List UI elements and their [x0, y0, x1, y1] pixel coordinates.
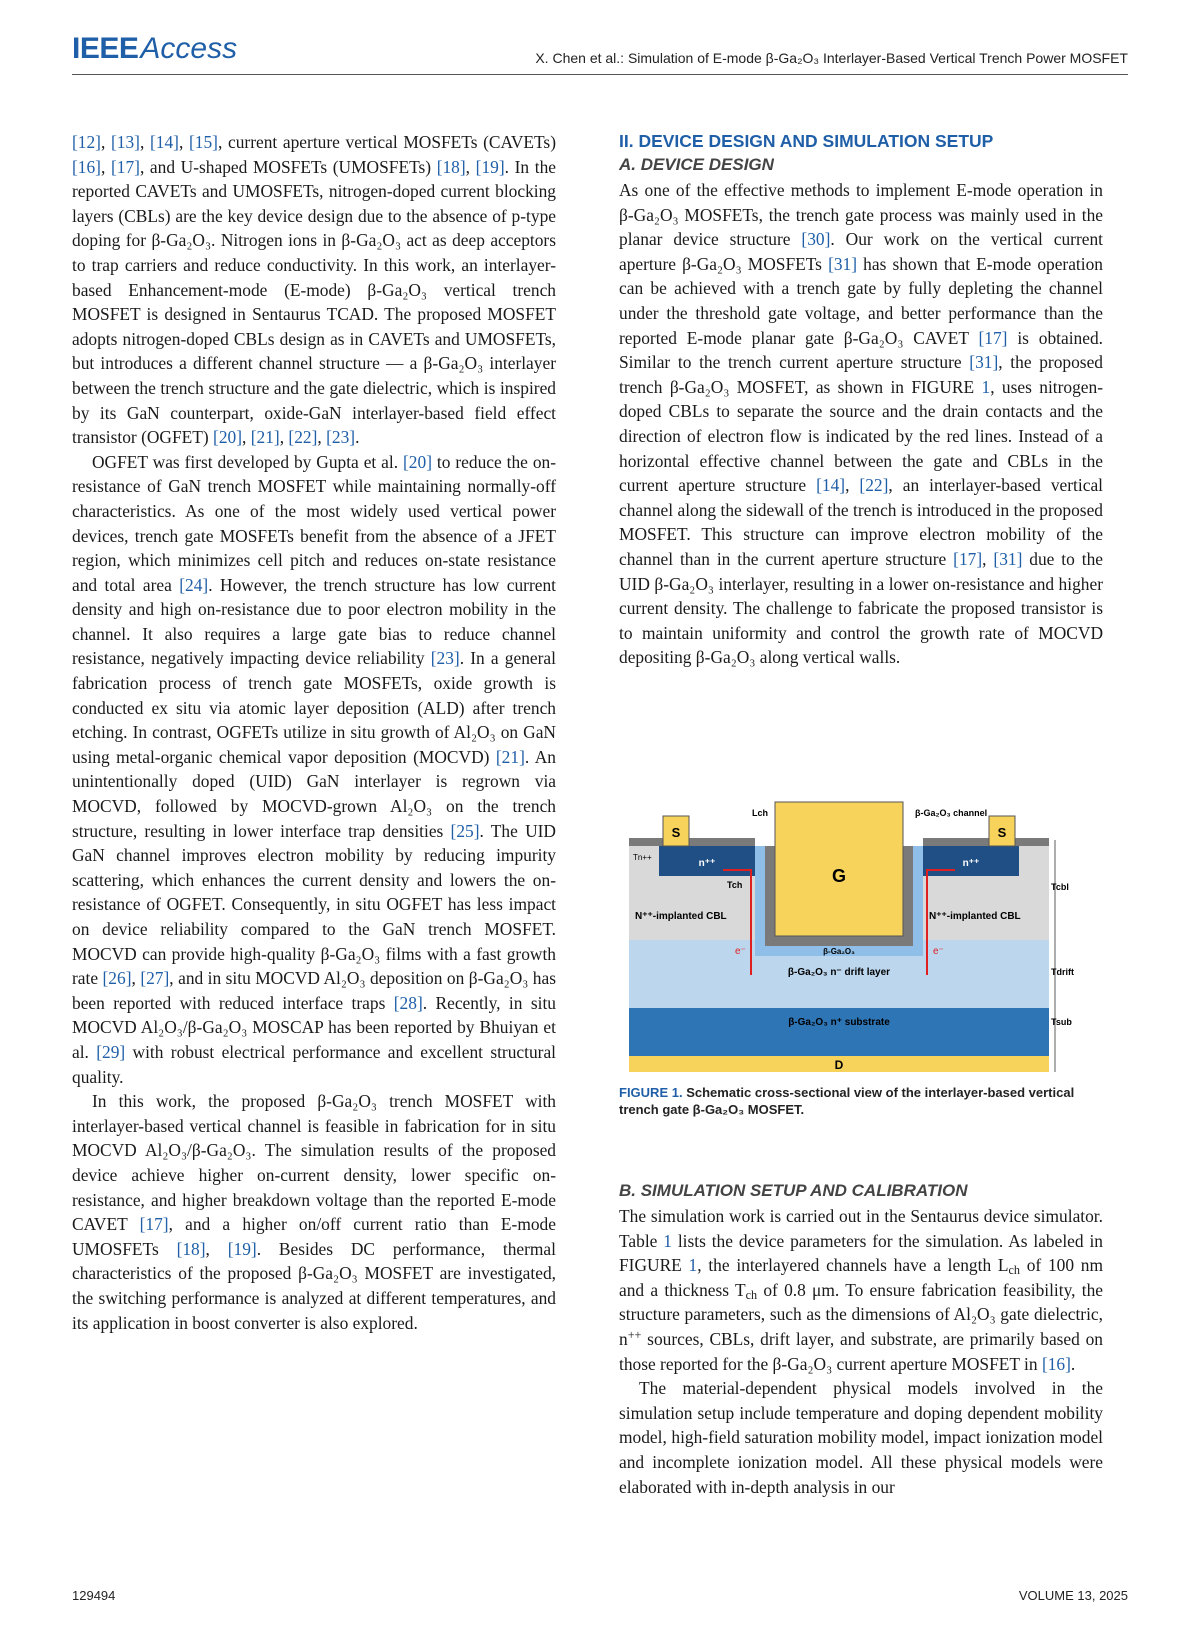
citation-link[interactable]: [24]	[179, 574, 209, 595]
body-text: In this work, the proposed β-Ga₂O₃ trench MOSFET with interlayer-based vertical channel is feasible in fabrication for in situ MOCVD Al₂O₃/β-Ga₂O₃. The simulation results of the proposed device achieve higher on-current density, lower specific on-resistance, and higher breakdown voltage than the reported E-mode CAVET	[72, 1091, 556, 1235]
page-number: 129494	[72, 1588, 116, 1603]
body-text: lists the device parameters for the simulation. As labeled in FIGURE	[619, 1230, 1103, 1276]
channel-interlayer-left	[755, 846, 765, 956]
citation-link[interactable]: [30]	[801, 229, 831, 250]
body-text: , and in situ MOCVD Al₂O₃ deposition on β-Ga₂O₃ has been reported with reduced interface traps	[72, 968, 556, 1013]
tch-label: Tch	[727, 880, 743, 890]
body-text: due to the UID β-Ga₂O₃ interlayer, resulting in a lower on-resistance and higher current density. The challenge to fabricate the proposed transistor is to maintain uniformity and control the growth rate of MOCVD depositing β-Ga₂O₃ along vertical walls.	[619, 548, 1103, 668]
source-label-right: S	[997, 825, 1007, 840]
paragraph-intro-cont: [12], [13], [14], [15], current aperture vertical MOSFETs (CAVETs) [16], [17], and U-shaped MOSFETs (UMOSFETs) [18], [19]. In the reported CAVETs and UMOSFETs, nitrogen-doped current blocking layers (CBLs) are the key device design due to the absence of p-type doping for β-Ga₂O₃. Nitrogen ions in β-Ga₂O₃ act as deep acceptors to trap carriers and reduce conductivity. In this work, an interlayer-based Enhancement-mode (E-mode) β-Ga₂O₃ vertical trench MOSFET is designed in Sentaurus TCAD. The proposed MOSFET adopts nitrogen-doped CBLs design as in CAVETs and UMOSFETs, but introduces a different channel structure — a β-Ga₂O₃ interlayer between the trench structure and the gate dielectric, which is inspired by its GaN counterpart, oxide-GaN interlayer-based field effect transistor (OGFET) [20], [21], [22], [23].	[72, 132, 556, 448]
citation-link[interactable]: [31]	[993, 548, 1023, 569]
body-text: . However, the trench structure has low current density and high on-resistance due to poor electron mobility in the channel. It also requires a large gate bias to reduce channel resistance, negatively impacting device reliability	[72, 574, 556, 669]
left-column	[72, 130, 556, 1335]
body-text: , uses nitrogen-doped CBLs to separate the source and the drain contacts and the direction of electron flow is indicated by the red lines. Instead of a horizontal effective channel between the gate and CBLs in the current aperture structure	[619, 376, 1103, 496]
header-divider	[72, 74, 1128, 75]
body-text: , an interlayer-based vertical channel along the sidewall of the trench is introduced in the proposed MOSFET. This structure can improve electron mobility of the channel than in the current aperture structure	[619, 475, 1103, 569]
top-oxide-right	[923, 838, 1049, 846]
body-text: with robust electrical performance and excellent structural quality.	[72, 1041, 556, 1087]
body-text: of 100 nm and a thickness T	[619, 1255, 1104, 1300]
citation-link[interactable]: [25]	[450, 820, 480, 841]
journal-logo	[72, 32, 237, 66]
citation-link[interactable]: [20]	[403, 451, 432, 472]
paragraph-physical-models: The material-dependent physical models involved in the simulation setup include temperature and doping dependent mobility model, high-field saturation mobility model, impact ionization model and incomplete ionization model. All these physical models were elaborated with in-depth analysis in our	[619, 1378, 1103, 1497]
paragraph-simulation	[619, 1204, 1103, 1376]
citation-link[interactable]: [14]	[150, 132, 179, 152]
figure-link[interactable]: 1	[981, 376, 991, 397]
electron-label-right: e⁻	[933, 946, 944, 957]
body-text: . Our work on the vertical current aperture β-Ga₂O₃ MOSFETs	[619, 229, 1103, 274]
device-cross-section-diagram	[619, 790, 1079, 1080]
right-column	[619, 130, 1103, 670]
body-text: . Besides DC performance, thermal characteristics of the proposed β-Ga₂O₃ MOSFET are investigated, the switching performance is analyzed at different temperatures, and its application in boost converter is also explored.	[72, 1238, 556, 1333]
figure-link[interactable]: 1	[688, 1255, 698, 1276]
citation-link[interactable]: [16]	[72, 156, 101, 177]
body-text: has shown that E-mode operation can be achieved with a trench gate by fully depleting the channel under the threshold gate voltage, and better performance than the reported E-mode planar gate β-Ga₂O₃ CAVET	[619, 253, 1103, 348]
citation-link[interactable]: [17]	[139, 1214, 169, 1235]
body-text: , and a higher on/off current ratio than E-mode UMOSFETs	[72, 1214, 556, 1259]
body-text: .	[355, 427, 360, 448]
substrate-label: β-Ga₂O₃ n⁺ substrate	[788, 1017, 890, 1028]
citation-link[interactable]: [18]	[436, 156, 466, 177]
body-text: .	[1070, 1353, 1076, 1374]
logo-access-text: Access	[140, 32, 238, 65]
citation-link[interactable]: [27]	[140, 968, 170, 989]
body-text: is obtained. Similar to the trench current aperture structure	[619, 327, 1104, 373]
logo-ieee-text: IEEE	[72, 32, 139, 65]
body-text: . Recently, in situ MOCVD Al₂O₃/β-Ga₂O₃ MOSCAP has been reported by Bhuiyan et al.	[72, 992, 556, 1062]
body-text: , current aperture vertical MOSFETs (CAVETs)	[217, 132, 556, 152]
citation-link[interactable]: [21]	[250, 427, 280, 448]
citation-link[interactable]: [23]	[326, 427, 356, 448]
citation-link[interactable]: [13]	[111, 132, 140, 152]
citation-link[interactable]: [19]	[227, 1238, 257, 1259]
citation-link[interactable]: [17]	[110, 156, 140, 177]
running-title: X. Chen et al.: Simulation of E-mode β-Ga₂O₃ Interlayer-Based Vertical Trench Power MOSFET	[535, 50, 1128, 66]
citation-link[interactable]: [16]	[1041, 1353, 1071, 1374]
figure-device-schematic	[619, 790, 1079, 1080]
paragraph-this-work: In this work, the proposed β-Ga₂O₃ trench MOSFET with interlayer-based vertical channel is feasible in fabrication for in situ MOCVD Al₂O₃/β-Ga₂O₃. The simulation results of the proposed device achieve higher on-current density, lower specific on-resistance, and higher breakdown voltage than the reported E-mode CAVET [17], and a higher on/off current ratio than E-mode UMOSFETs [18], [19]. Besides DC performance, thermal characteristics of the proposed β-Ga₂O₃ MOSFET are investigated, the switching performance is analyzed at different temperatures, and its application in boost converter is also explored.	[72, 1091, 556, 1333]
paragraph-device-design: As one of the effective methods to implement E-mode operation in β-Ga₂O₃ MOSFETs, the trench gate process was mainly used in the planar device structure [30]. Our work on the vertical current aperture β-Ga₂O₃ MOSFETs [31] has shown that E-mode operation can be achieved with a trench gate by fully depleting the channel under the threshold gate voltage, and better performance than the reported E-mode planar gate β-Ga₂O₃ CAVET [17] is obtained. Similar to the trench current aperture structure [31], the proposed trench β-Ga₂O₃ MOSFET, as shown in FIGURE 1, uses nitrogen-doped CBLs to separate the source and the drain contacts and the direction of electron flow is indicated by the red lines. Instead of a horizontal effective channel between the gate and CBLs in the current aperture structure [14], [22], an interlayer-based vertical channel along the sidewall of the trench is introduced in the proposed MOSFET. This structure can improve electron mobility of the channel than in the current aperture structure [17], [31] due to the UID β-Ga₂O₃ interlayer, resulting in a lower on-resistance and higher current density. The challenge to fabricate the proposed transistor is to maintain uniformity and control the growth rate of MOCVD depositing β-Ga₂O₃ along vertical walls.	[619, 180, 1104, 668]
drain-label: D	[834, 1058, 844, 1072]
body-text: As one of the effective methods to implement E-mode operation in β-Ga₂O₃ MOSFETs, the trench gate process was mainly used in the planar device structure	[619, 180, 1103, 250]
table-link[interactable]: 1	[663, 1230, 672, 1251]
citation-link[interactable]: [26]	[102, 968, 132, 989]
tcbl-label: Tcbl	[1051, 882, 1069, 892]
body-text: . The UID GaN channel improves electron mobility by reducing impurity scattering, which enhances the current density and lowers the on-resistance of OGFET. Consequently, in situ OGFET has less impact on device reliability compared to the GaN trench MOSFET. MOCVD can provide high-quality β-Ga₂O₃ films with a fast growth rate	[72, 820, 556, 989]
tsub-label: Tsub	[1051, 1017, 1072, 1027]
citation-link[interactable]: [19]	[475, 156, 505, 177]
page-header	[72, 30, 1128, 76]
citation-link[interactable]: [29]	[96, 1041, 126, 1062]
citation-link[interactable]: [31]	[969, 352, 999, 373]
body-text: , the proposed trench β-Ga₂O₃ MOSFET, as shown in FIGURE	[619, 352, 1103, 397]
body-text: to reduce the on-resistance of GaN trench MOSFET while maintaining normally-off characteristics. As one of the most widely used vertical power devices, trench gate MOSFETs benefit from the absence of a JFET region, which minimizes cell pitch and reduces on-state resistance and total area	[72, 451, 557, 595]
body-text: . In a general fabrication process of trench gate MOSFETs, oxide growth is conducted ex situ via atomic layer deposition (ALD) after trench etching. In contrast, OGFETs utilize in situ growth of Al₂O₃ on GaN using metal-organic chemical vapor deposition (MOCVD)	[72, 648, 556, 767]
citation-link[interactable]: [17]	[953, 548, 983, 569]
body-text: The simulation work is carried out in the Sentaurus device simulator. Table	[619, 1206, 1103, 1251]
source-label-left: S	[671, 825, 681, 840]
tnpp-label: Tn++	[633, 853, 652, 862]
citation-link[interactable]: [23]	[430, 648, 460, 669]
npp-label-left: n⁺⁺	[698, 858, 716, 869]
citation-link[interactable]: [14]	[816, 475, 846, 496]
figure-caption	[619, 1084, 1103, 1118]
drift-label: β-Ga₂O₃ n⁻ drift layer	[787, 967, 891, 978]
channel-label: β-Ga₂O₃ channel	[915, 808, 988, 818]
citation-link[interactable]: [18]	[176, 1238, 206, 1259]
npp-label-right: n⁺⁺	[962, 858, 980, 869]
subscript: ch	[1008, 1263, 1020, 1278]
citation-link[interactable]: [15]	[189, 132, 218, 152]
paragraph-ogfet: OGFET was first developed by Gupta et al. [20] to reduce the on-resistance of GaN trench MOSFET while maintaining normally-off characteristics. As one of the most widely used vertical power devices, trench gate MOSFETs benefit from the absence of a JFET region, which minimizes cell pitch and reduces on-state resistance and total area [24]. However, the trench structure has low current density and high on-resistance due to poor electron mobility in the channel. It also requires a large gate bias to reduce channel resistance, negatively impacting device reliability [23]. In a general fabrication process of trench gate MOSFETs, oxide growth is conducted ex situ via atomic layer deposition (ALD) after trench etching. In contrast, OGFETs utilize in situ growth of Al₂O₃ on GaN using metal-organic chemical vapor deposition (MOCVD) [21]. An unintentionally doped (UID) GaN interlayer is regrown via MOCVD, followed by MOCVD-grown Al₂O₃ on the trench structure, resulting in lower interface trap densities [25]. The UID GaN channel improves electron mobility by reducing impurity scattering, which enhances the current density and lowers the on-resistance of OGFET. Consequently, in situ OGFET has less impact on device reliability compared to the GaN trench MOSFET. MOCVD can provide high-quality β-Ga₂O₃ films with a fast growth rate [26], [27], and in situ MOCVD Al₂O₃ deposition on β-Ga₂O₃ has been reported with reduced interface traps [28]. Recently, in situ MOCVD Al₂O₃/β-Ga₂O₃ MOSCAP has been reported by Bhuiyan et al. [29] with robust electrical performance and excellent structural quality.	[72, 451, 557, 1087]
section-heading: II. DEVICE DESIGN AND SIMULATION SETUP	[619, 131, 994, 151]
substrate-layer	[629, 1008, 1049, 1056]
body-text: sources, CBLs, drift layer, and substrate, are primarily based on those reported for the β-Ga₂O₃ current aperture MOSFET in	[619, 1328, 1103, 1374]
figure-caption-label: FIGURE 1.	[619, 1085, 683, 1100]
citation-link[interactable]: [12]	[72, 132, 101, 152]
body-text: , and U-shaped MOSFETs (UMOSFETs)	[139, 156, 437, 177]
interlayer-label: β-Ga₂O₃	[823, 947, 855, 956]
subsection-heading-a: A. DEVICE DESIGN	[619, 155, 774, 174]
citation-link[interactable]: [20]	[213, 427, 243, 448]
channel-interlayer-right	[913, 846, 923, 956]
subsection-heading-b: B. SIMULATION SETUP AND CALIBRATION	[619, 1181, 968, 1200]
superscript: ++	[627, 1327, 642, 1342]
citation-link[interactable]: [31]	[828, 253, 858, 274]
subscript: ch	[745, 1287, 758, 1302]
top-oxide-left	[629, 838, 755, 846]
gate-label: G	[831, 866, 847, 886]
cbl-label-right: N⁺⁺-implanted CBL	[929, 911, 1021, 922]
citation-link[interactable]: [22]	[859, 475, 889, 496]
body-text: OGFET was first developed by Gupta et al.	[92, 451, 404, 472]
electron-label-left: e⁻	[735, 946, 746, 957]
body-text: of 0.8 μm. To ensure fabrication feasibility, the structure parameters, such as the dimensions of Al₂O₃ gate dielectric, n	[619, 1279, 1103, 1349]
citation-link[interactable]: [22]	[288, 427, 318, 448]
lch-label: Lch	[751, 808, 769, 818]
volume-info: VOLUME 13, 2025	[1018, 1588, 1128, 1603]
simulation-setup-section	[619, 1180, 1103, 1499]
body-text: , the interlayered channels have a length L	[697, 1255, 1009, 1276]
citation-link[interactable]: [21]	[495, 746, 525, 767]
citation-link[interactable]: [28]	[393, 992, 423, 1013]
citation-link[interactable]: [17]	[978, 327, 1008, 348]
body-text: . An unintentionally doped (UID) GaN interlayer is regrown via MOCVD, followed by MOCVD-grown Al₂O₃ on the trench structure, resulting in lower interface trap densities	[72, 746, 556, 841]
tdrift-label: Tdrift	[1051, 967, 1074, 977]
body-text: . In the reported CAVETs and UMOSFETs, nitrogen-doped current blocking layers (CBLs) are the key device design due to the absence of p-type doping for β-Ga₂O₃. Nitrogen ions in β-Ga₂O₃ act as deep acceptors to trap carriers and reduce conductivity. In this work, an interlayer-based Enhancement-mode (E-mode) β-Ga₂O₃ vertical trench MOSFET is designed in Sentaurus TCAD. The proposed MOSFET adopts nitrogen-doped CBLs design as in CAVETs and UMOSFETs, but introduces a different channel structure — a β-Ga₂O₃ interlayer between the trench structure and the gate dielectric, which is inspired by its GaN counterpart, oxide-GaN interlayer-based field effect transistor (OGFET)	[72, 156, 556, 448]
cbl-label-left: N⁺⁺-implanted CBL	[635, 911, 727, 922]
figure-caption-text: Schematic cross-sectional view of the interlayer-based vertical trench gate β-Ga₂O₃ MOSFET.	[619, 1085, 1075, 1117]
